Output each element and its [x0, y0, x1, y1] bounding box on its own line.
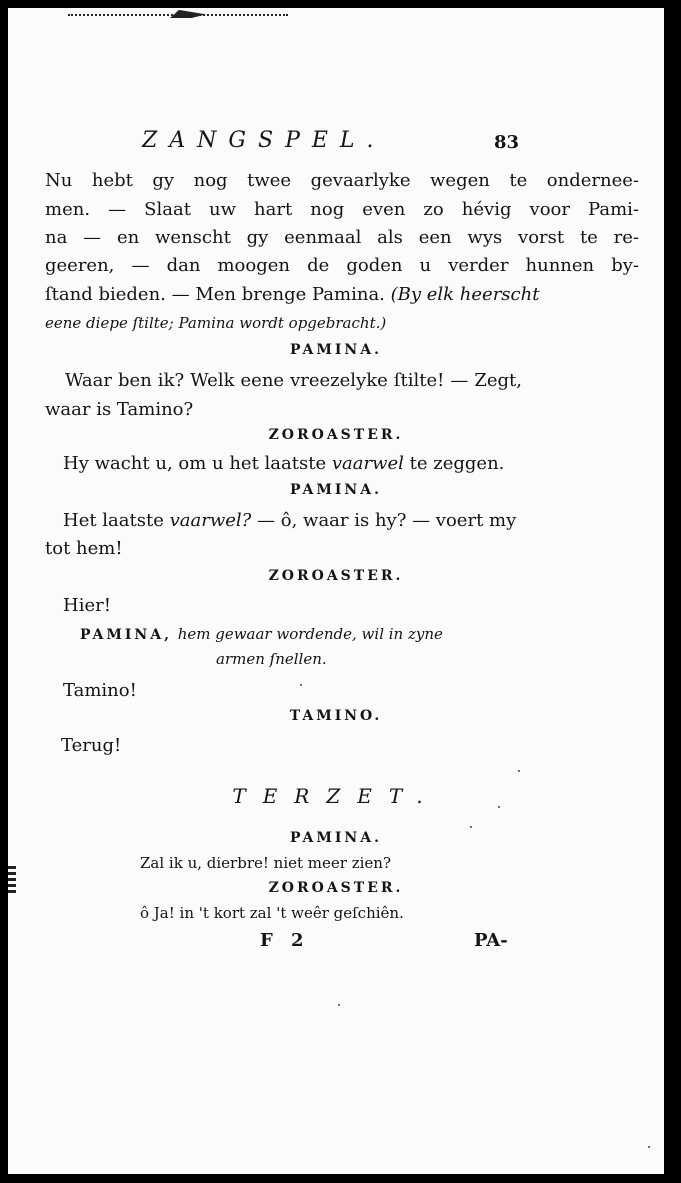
dialogue-line: Tamino! [63, 680, 137, 701]
speaker-name: PAMINA, [80, 627, 172, 643]
book-page [8, 8, 664, 1174]
running-title: ZANGSPEL. [142, 128, 386, 153]
signature-mark: F 2 [260, 930, 310, 951]
stage-direction-text: hem gewaar wordende, wil in zyne [177, 625, 443, 643]
dialogue-line: waar is Tamino? [45, 399, 194, 420]
stage-direction [80, 623, 443, 644]
dialogue-line: tot hem! [45, 538, 123, 559]
text-span: Het laatste [63, 510, 170, 531]
text-line: men. — Slaat uw hart nog even zo hévig voor Pami- [45, 199, 639, 220]
dialogue-line: Terug! [61, 735, 122, 756]
speaker-name: ZOROASTER. [268, 427, 404, 443]
speaker-name: TAMINO. [289, 708, 383, 724]
speck [300, 684, 302, 686]
verse-line: Zal ik u, dierbre! niet meer zien? [140, 854, 392, 872]
page-number: 83 [494, 132, 520, 153]
section-title: TERZET. [232, 784, 440, 808]
stage-direction: armen ſnellen. [216, 650, 327, 668]
verse-line: ô Ja! in 't kort zal 't weêr geſchiên. [140, 904, 404, 922]
speck [470, 826, 472, 828]
text-line: Nu hebt gy nog twee gevaarlyke wegen te ondernee- [45, 170, 639, 191]
speck [648, 1146, 650, 1148]
dialogue-line: Hier! [63, 595, 111, 616]
text-span: Hy wacht u, om u het laatste [63, 453, 332, 474]
speck [338, 1004, 340, 1006]
dialogue-line [63, 453, 504, 474]
scan-edge-mark [8, 866, 16, 896]
text-span: te zeggen. [403, 453, 505, 474]
text-line: geeren, — dan moogen de goden u verder hunnen by- [45, 255, 639, 276]
text-span: ſtand bieden. — Men brenge Pamina. [45, 284, 391, 305]
speaker-name: PAMINA. [290, 482, 382, 498]
speck [498, 806, 500, 808]
stage-direction: eene diepe ſtilte; Pamina wordt opgebracht.) [45, 314, 387, 332]
catchword: PA- [474, 930, 508, 951]
text-span: — ô, waar is hy? — voert my [251, 510, 517, 531]
text-line [45, 284, 639, 305]
italic-word: vaarwel? [169, 510, 252, 531]
page-header [142, 128, 542, 158]
speck [518, 770, 520, 772]
speaker-name: ZOROASTER. [268, 568, 404, 584]
speaker-name: PAMINA. [290, 342, 382, 358]
speaker-name: ZOROASTER. [268, 880, 404, 896]
dialogue-line: Waar ben ik? Welk eene vreezelyke ſtilte! — Zegt, [65, 370, 522, 391]
italic-word: vaarwel [331, 453, 404, 474]
stage-direction: (By elk heerscht [390, 284, 540, 305]
speaker-name: PAMINA. [290, 830, 382, 846]
dialogue-line [63, 510, 516, 531]
text-line: na — en wenscht gy eenmaal als een wys vorst te re- [45, 227, 639, 248]
